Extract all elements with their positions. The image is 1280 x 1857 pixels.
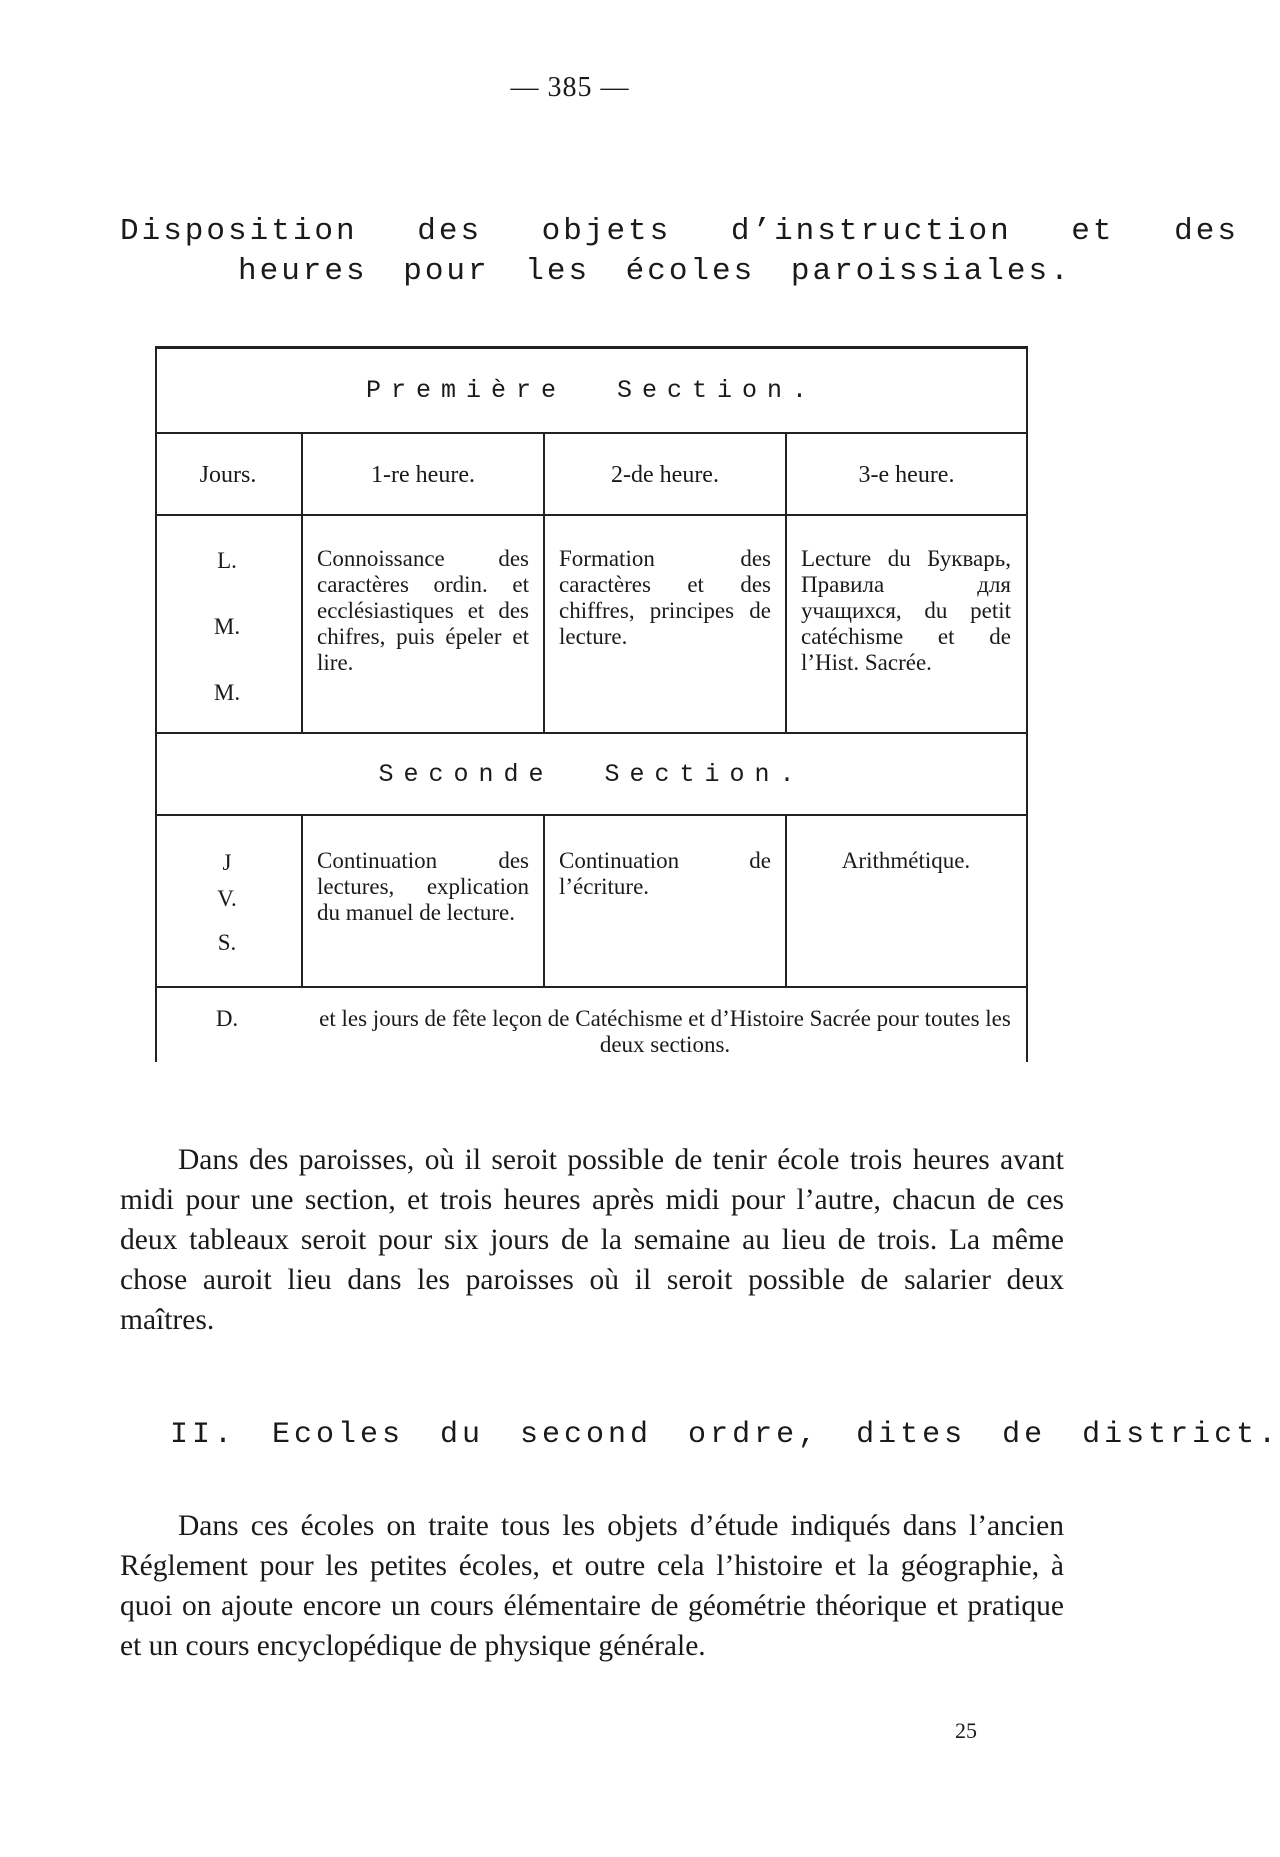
table-top-rule — [155, 346, 1028, 349]
section2-hour3-cell: Arithmétique. — [841, 848, 971, 873]
section2-hour1-cell: Continuation des lectures, explication du manuel de lecture. — [317, 848, 529, 925]
col-divider — [301, 514, 303, 732]
page-number: — 385 — — [510, 72, 630, 103]
day-friday: V. — [217, 886, 237, 911]
col-divider — [543, 514, 545, 732]
rule-below-section2-rows — [155, 986, 1028, 988]
header-days: Jours. — [199, 462, 257, 488]
section1-hour3-cell: Lecture du Букварь, Правила для учащихся, du petit catéchisme et de l’Hist. Sacrée. — [801, 546, 1011, 675]
col-divider — [785, 514, 787, 732]
paragraph-2 — [120, 1506, 1064, 1666]
section1-hour1-cell: Connoissance des caractères ordin. et ecclésiastiques et des chifres, puis épeler et lire. — [317, 546, 529, 675]
day-saturday: S. — [217, 930, 237, 955]
section1-hour2-cell: Formation des caractères et des chiffres, principes de lecture. — [559, 546, 771, 649]
header-hour-3: 3-e heure. — [858, 462, 955, 488]
rule-below-section1 — [155, 432, 1028, 434]
day-thursday: J — [222, 850, 232, 875]
section2-title: Seconde Section. — [378, 760, 805, 789]
table-right-border — [1026, 346, 1028, 1062]
title-line-1: Disposition des objets d’instruction et des — [120, 214, 1239, 249]
rule-below-section2 — [155, 814, 1028, 816]
day-tuesday: M. — [213, 614, 241, 639]
col-divider — [301, 814, 303, 986]
header-hour-2: 2-de heure. — [611, 462, 719, 488]
paragraph-2-text: Dans ces écoles on traite tous les objets d’étude indiqués dans l’ancien Réglement pour les petites écoles, et outre cela l’histoire et la géographie, à quoi on ajoute encore un cours élémentaire de géométrie théorique et pratique et un cours encyclopédique de physique générale. — [120, 1510, 1064, 1662]
paragraph-1-text: Dans des paroisses, où il seroit possible de tenir école trois heures avant midi pour une section, et trois heures après midi pour l’autre, chacun de ces deux tableaux seroit pour six jours de la semaine au lieu de trois. La même chose auroit lieu dans les paroisses où il seroit possible de salarier deux maîtres. — [120, 1144, 1064, 1336]
section2-hour2-cell: Continuation de l’écriture. — [559, 848, 771, 899]
day-wednesday: M. — [213, 680, 241, 705]
signature-mark: 25 — [955, 1718, 977, 1743]
day-monday: L. — [217, 548, 237, 573]
section-heading: II. Ecoles du second ordre, dites de district. — [170, 1418, 1280, 1452]
col-divider — [785, 814, 787, 986]
header-hour-1: 1-re heure. — [371, 462, 475, 488]
section1-title: Première Section. — [365, 376, 818, 405]
col-divider — [543, 814, 545, 986]
paragraph-1 — [120, 1140, 1064, 1340]
schedule-table — [155, 346, 1028, 1062]
rule-below-headers — [155, 514, 1028, 516]
title-line-2: heures pour les écoles paroissiales. — [238, 254, 1072, 289]
rule-below-section1-rows — [155, 732, 1028, 734]
sunday-cell: et les jours de fête leçon de Catéchisme et d’Histoire Sacrée pour toutes les deux sections. — [319, 1006, 1011, 1057]
day-sunday: D. — [215, 1006, 239, 1031]
table-left-border — [155, 346, 157, 1062]
